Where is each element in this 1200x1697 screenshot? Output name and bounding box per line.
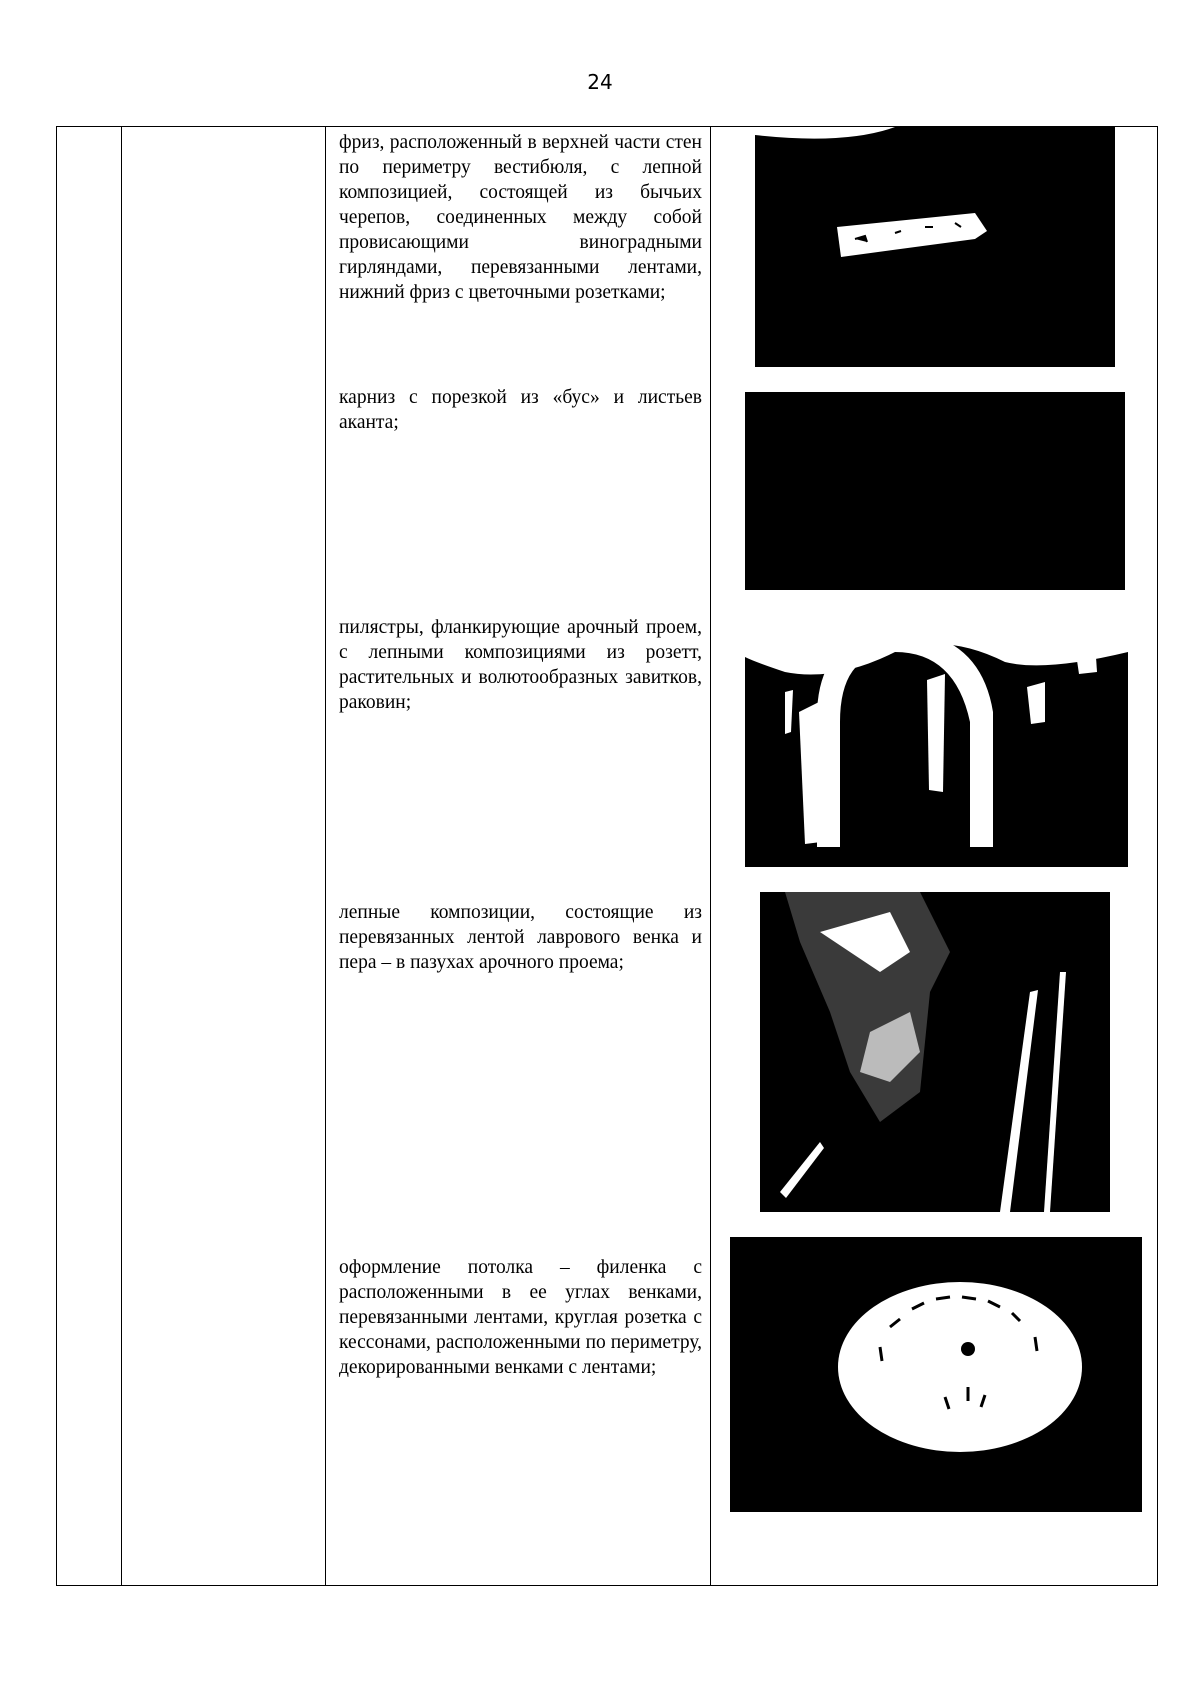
description-cornice: карниз с порезкой из «бус» и листьев аканта; (339, 387, 702, 433)
description-ceiling: оформление потолка – филенка с расположенными в ее углах венками, перевязанными лентами, круглая розетка с кессонами, расположенными по периметру, декорированными венками с лентами; (339, 1257, 702, 1378)
column-divider-3 (710, 127, 711, 1585)
photo-frieze (755, 127, 1115, 367)
photo-stucco-compositions (760, 892, 1110, 1212)
photo-cornice (745, 392, 1125, 590)
page-number: 24 (587, 70, 613, 94)
description-frieze: фриз, расположенный в верхней части стен по периметру вестибюля, с лепной композицией, состоящей из бычьих черепов, соединенных между собой провисающими виноградными гирляндами, перевязанными лентами, нижний фриз с цветочными розетками; (339, 132, 702, 303)
photo-pilasters (745, 612, 1128, 867)
column-divider-1 (121, 127, 122, 1585)
description-stucco-compositions: лепные композиции, состоящие из перевязанных лентой лаврового венка и пера – в пазухах арочного проема; (339, 902, 702, 973)
description-pilasters: пилястры, фланкирующие арочный проем, с лепными композициями из розетт, растительных и волютообразных завитков, раковин; (339, 617, 702, 713)
column-divider-2 (325, 127, 326, 1585)
photo-ceiling (730, 1237, 1142, 1512)
